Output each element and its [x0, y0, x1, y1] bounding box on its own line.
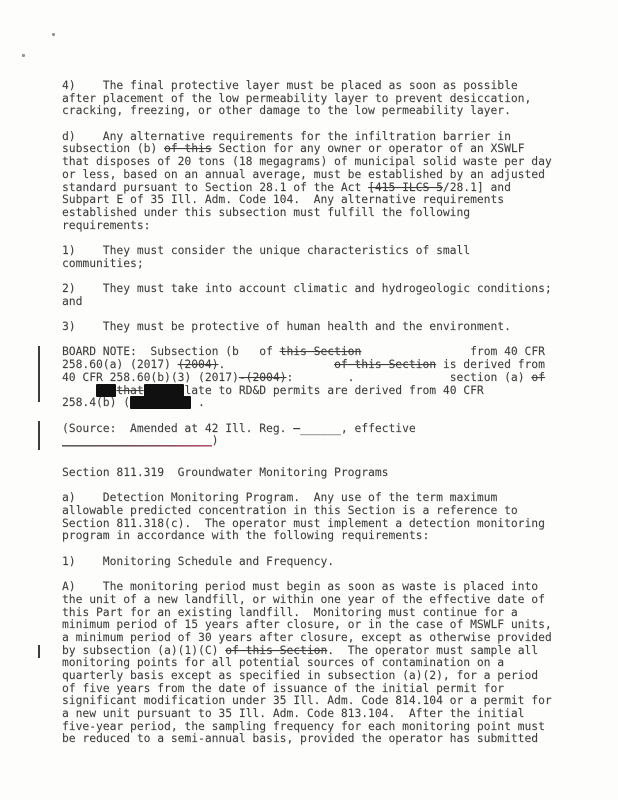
- text-line: [62, 435, 572, 448]
- text-line: [62, 283, 572, 296]
- text-segment: monitoring points for all potential sources of contamination on a: [62, 656, 505, 670]
- struck-text: of this: [164, 142, 212, 156]
- text-segment: after placement of the low permeability layer to prevent desiccation,: [62, 91, 532, 105]
- struck-text: (2004): [177, 358, 219, 372]
- text-segment: communities;: [62, 256, 144, 270]
- text-segment: from 40 CFR: [361, 345, 545, 359]
- text-segment: 258.4(b) (: [62, 396, 131, 410]
- scan-speck: [22, 54, 25, 57]
- text-segment: 4) The final protective layer must be placed as soon as possible: [62, 79, 518, 92]
- section-811-319-heading: [62, 467, 572, 480]
- text-segment: d) Any alternative requirements for the infiltration barrier in: [62, 129, 511, 143]
- revision-change-bar: [38, 421, 40, 450]
- text-line: [62, 258, 572, 271]
- text-segment: section (a): [449, 370, 532, 384]
- text-line: [62, 556, 572, 569]
- item-2-climatic-conditions: [62, 283, 572, 308]
- text-segment: established under this subsection must fulfill the following: [62, 205, 471, 219]
- text-segment: or less, based on an annual average, must be established by an adjusted: [62, 167, 545, 181]
- text-segment: of five years from the date of issuance of the initial permit for: [62, 681, 505, 695]
- text-segment: a minimum period of 30 years after closure, except as otherwise provided: [62, 630, 552, 644]
- text-segment: significant modification under 35 Ill. Adm. Code 814.104 or a permit for: [62, 694, 552, 708]
- struck-text: this Section: [279, 345, 362, 359]
- text-segment: that disposes of 20 tons (18 megagrams) of municipal solid waste per day: [62, 155, 552, 169]
- text-segment: minimum period of 15 years after closure, or in the case of MSWLF units,: [62, 618, 552, 632]
- text-segment: 3) They must be protective of human health and the environment.: [62, 320, 511, 334]
- item-4-final-protective-layer: [62, 80, 572, 118]
- redaction-box: [144, 384, 185, 397]
- text-segment: (Source: Amended at 42 Ill. Reg.: [62, 421, 294, 435]
- item-3-protective-of-health: [62, 321, 572, 334]
- text-segment: is derived from: [436, 358, 545, 372]
- text-line: [62, 321, 572, 334]
- text-segment: subsection (b): [62, 142, 165, 156]
- struck-text: of this Section: [334, 358, 437, 372]
- text-segment: late to RD&D permits are derived from 40 CFR: [184, 383, 484, 397]
- text-segment: 40 CFR 258.60(b)(3) (2017): [62, 370, 239, 384]
- text-segment: program in accordance with the following requirements:: [62, 529, 430, 543]
- text-segment: . The operator must sample all: [327, 643, 539, 657]
- text-line: [62, 530, 572, 543]
- text-segment: A) The monitoring period must begin as soon as waste is placed into: [62, 580, 539, 594]
- text-segment: by subsection (a)(1)(C): [62, 643, 226, 657]
- text-segment: five-year period, the sampling frequency for each monitoring point must: [62, 719, 545, 733]
- text-line: [62, 296, 572, 309]
- text-segment: .: [218, 358, 335, 372]
- struck-text: -(2004): [238, 370, 287, 384]
- text-line: [62, 467, 572, 480]
- text-segment: 1) Monitoring Schedule and Frequency.: [62, 554, 335, 568]
- text-segment: cracking, freezing, or other damage to the low permeability layer.: [62, 104, 511, 118]
- revision-change-bar: [38, 346, 40, 402]
- text-segment: requirements:: [62, 218, 151, 232]
- text-segment: and: [62, 294, 83, 308]
- struck-text: [415 ILCS 5: [368, 180, 443, 194]
- revision-change-bar: [38, 645, 40, 658]
- text-segment: quarterly basis except as specified in subsection (a)(2), for a period: [62, 668, 539, 682]
- text-segment: [62, 384, 96, 397]
- struck-text: of: [531, 370, 545, 384]
- scan-speck: [52, 33, 55, 36]
- text-segment: Section for any owner or operator of an XSWLF: [211, 142, 525, 156]
- text-segment: a new unit pursuant to 35 Ill. Adm. Code 813.104. After the initial: [62, 707, 525, 721]
- text-segment: ): [211, 434, 219, 448]
- struck-text: of this Section: [225, 643, 328, 657]
- text-line: [62, 397, 572, 410]
- text-segment: 1) They must consider the unique characteristics of small: [62, 243, 471, 257]
- source-note: [62, 423, 572, 448]
- text-segment: this Part for an existing landfill. Monitoring must continue for a: [62, 605, 518, 619]
- redaction-box: [96, 384, 116, 397]
- item-1-monitoring-schedule: [62, 556, 572, 569]
- paragraph-d-alternative-requirements: [62, 131, 572, 233]
- text-segment: BOARD NOTE: Subsection (b of: [62, 345, 280, 359]
- text-line: [62, 733, 572, 746]
- paragraph-A-monitoring-period: [62, 581, 572, 746]
- text-segment: allowable predicted concentration in this Section is a reference to: [62, 504, 518, 518]
- text-segment: Section 811.318(c). The operator must implement a detection monitoring: [62, 516, 545, 530]
- text-segment: .: [191, 396, 205, 410]
- blank-underline: [62, 434, 212, 447]
- text-segment: /28.1] and: [442, 180, 511, 194]
- text-segment: 2) They must take into account climatic and hydrogeologic conditions;: [62, 282, 552, 295]
- text-segment: : .: [286, 370, 450, 384]
- struck-text: that: [116, 383, 144, 397]
- board-note: [62, 346, 572, 409]
- text-segment: ______, effective: [300, 421, 416, 435]
- text-line: [62, 105, 572, 118]
- struck-text: —: [293, 421, 301, 435]
- text-segment: a) Detection Monitoring Program. Any use of the term maximum: [62, 491, 498, 505]
- redaction-box: [130, 396, 191, 409]
- text-segment: Section 811.319 Groundwater Monitoring Programs: [62, 465, 389, 479]
- text-segment: standard pursuant to Section 28.1 of the Act: [62, 180, 369, 194]
- text-segment: 258.60(a) (2017): [62, 358, 178, 372]
- text-segment: the unit of a new landfill, or within one year of the effective date of: [62, 592, 545, 606]
- text-segment: be reduced to a semi-annual basis, provided the operator has submitted: [62, 732, 539, 746]
- text-line: [62, 220, 572, 233]
- item-1-small-communities: [62, 245, 572, 270]
- text-segment: Subpart E of 35 Ill. Adm. Code 104. Any alternative requirements: [62, 193, 505, 207]
- document-text: [62, 80, 572, 746]
- paragraph-a-detection-monitoring: [62, 492, 572, 543]
